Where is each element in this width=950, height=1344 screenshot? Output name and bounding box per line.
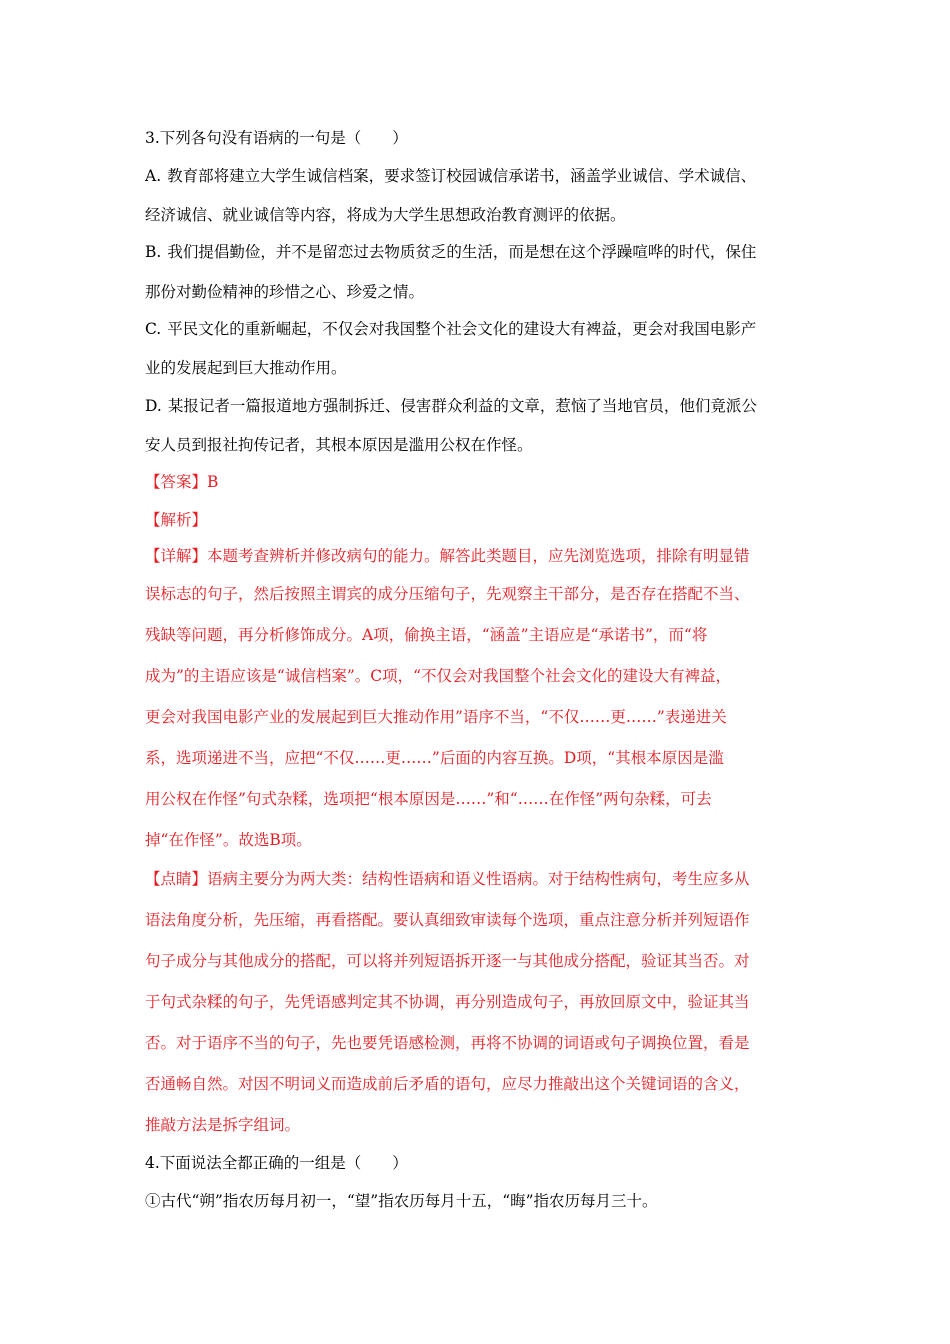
detail-line-8: 掉“在作怪”。故选B项。	[145, 831, 312, 849]
detail-line-1: 【详解】本题考查辨析并修改病句的能力。解答此类题目，应先浏览选项，排除有明显错	[145, 547, 750, 565]
analysis-tag: 【解析】	[145, 511, 208, 529]
option-b-label: B.	[145, 243, 162, 261]
option-a-line-2: 经济诚信、就业诚信等内容，将成为大学生思想政治教育测评的依据。	[145, 206, 626, 224]
option-c-label: C.	[145, 320, 162, 338]
detail-line-4: 成为”的主语应该是“诚信档案”。C项，“不仅会对我国整个社会文化的建设大有裨益，	[145, 667, 732, 685]
answer-line	[145, 472, 825, 492]
tip-line-4: 于句式杂糅的句子，先凭语感判定其不协调，再分别造成句子，再放回原文中，验证其当	[145, 993, 750, 1011]
answer-value: B	[207, 473, 219, 491]
detail-tag: 【详解】	[145, 547, 208, 565]
option-b-line-1: B. 我们提倡勤俭，并不是留恋过去物质贫乏的生活，而是想在这个浮躁喧哗的时代，保住	[145, 243, 757, 261]
tip-tag: 【点睛】	[145, 870, 208, 888]
option-d-line-2: 安人员到报社拘传记者，其根本原因是滥用公权在作怪。	[145, 436, 533, 454]
question-3-stem: 3.下列各句没有语病的一句是（ ）	[145, 129, 408, 147]
tip-line-3: 句子成分与其他成分的搭配，可以将并列短语拆开逐一与其他成分搭配，验证其当否。对	[145, 952, 750, 970]
option-c-line-2: 业的发展起到巨大推动作用。	[145, 359, 347, 377]
option-a-line-1: A. 教育部将建立大学生诚信档案，要求签订校园诚信承诺书，涵盖学业诚信、学术诚信、	[145, 167, 757, 185]
tip-line-6: 否通畅自然。对因不明词义而造成前后矛盾的语句，应尽力推敲出这个关键词语的含义，	[145, 1075, 750, 1093]
tip-line-7: 推敲方法是拆字组词。	[145, 1116, 301, 1134]
detail-line-6: 系，选项递进不当，应把“不仅……更……”后面的内容互换。D项，“其根本原因是滥	[145, 749, 724, 767]
tip-line-5: 否。对于语序不当的句子，先也要凭语感检测，再将不协调的词语或句子调换位置，看是	[145, 1034, 750, 1052]
detail-line-3: 残缺等问题，再分析修饰成分。A项，偷换主语，“涵盖”主语应是“承诺书”，而“将	[145, 626, 708, 644]
tip-line-2: 语法角度分析，先压缩，再看搭配。要认真细致审读每个选项，重点注意分析并列短语作	[145, 911, 750, 929]
detail-line-7: 用公权在作怪”句式杂糅，选项把“根本原因是……”和“……在作怪”两句杂糅，可去	[145, 790, 712, 808]
answer-tag: 【答案】	[145, 473, 208, 491]
question-4-item-1: ①古代“朔”指农历每月初一，“望”指农历每月十五，“晦”指农历每月三十。	[145, 1192, 658, 1210]
option-b-line-2: 那份对勤俭精神的珍惜之心、珍爱之情。	[145, 283, 425, 301]
option-d-label: D.	[145, 397, 162, 415]
detail-line-5: 更会对我国电影产业的发展起到巨大推动作用”语序不当，“不仅……更……”表递进关	[145, 708, 727, 726]
detail-line-2: 误标志的句子，然后按照主谓宾的成分压缩句子，先观察主干部分，是否存在搭配不当、	[145, 585, 750, 603]
tip-line-1: 【点睛】语病主要分为两大类：结构性语病和语义性语病。对于结构性病句，考生应多从	[145, 870, 750, 888]
option-a-label: A.	[145, 167, 162, 185]
option-c-line-1: C. 平民文化的重新崛起，不仅会对我国整个社会文化的建设大有裨益，更会对我国电影产	[145, 320, 757, 338]
option-d-line-1: D. 某报记者一篇报道地方强制拆迁、侵害群众利益的文章，惹恼了当地官员，他们竟派公	[145, 397, 757, 415]
question-4-stem: 4.下面说法全都正确的一组是（ ）	[145, 1154, 408, 1172]
